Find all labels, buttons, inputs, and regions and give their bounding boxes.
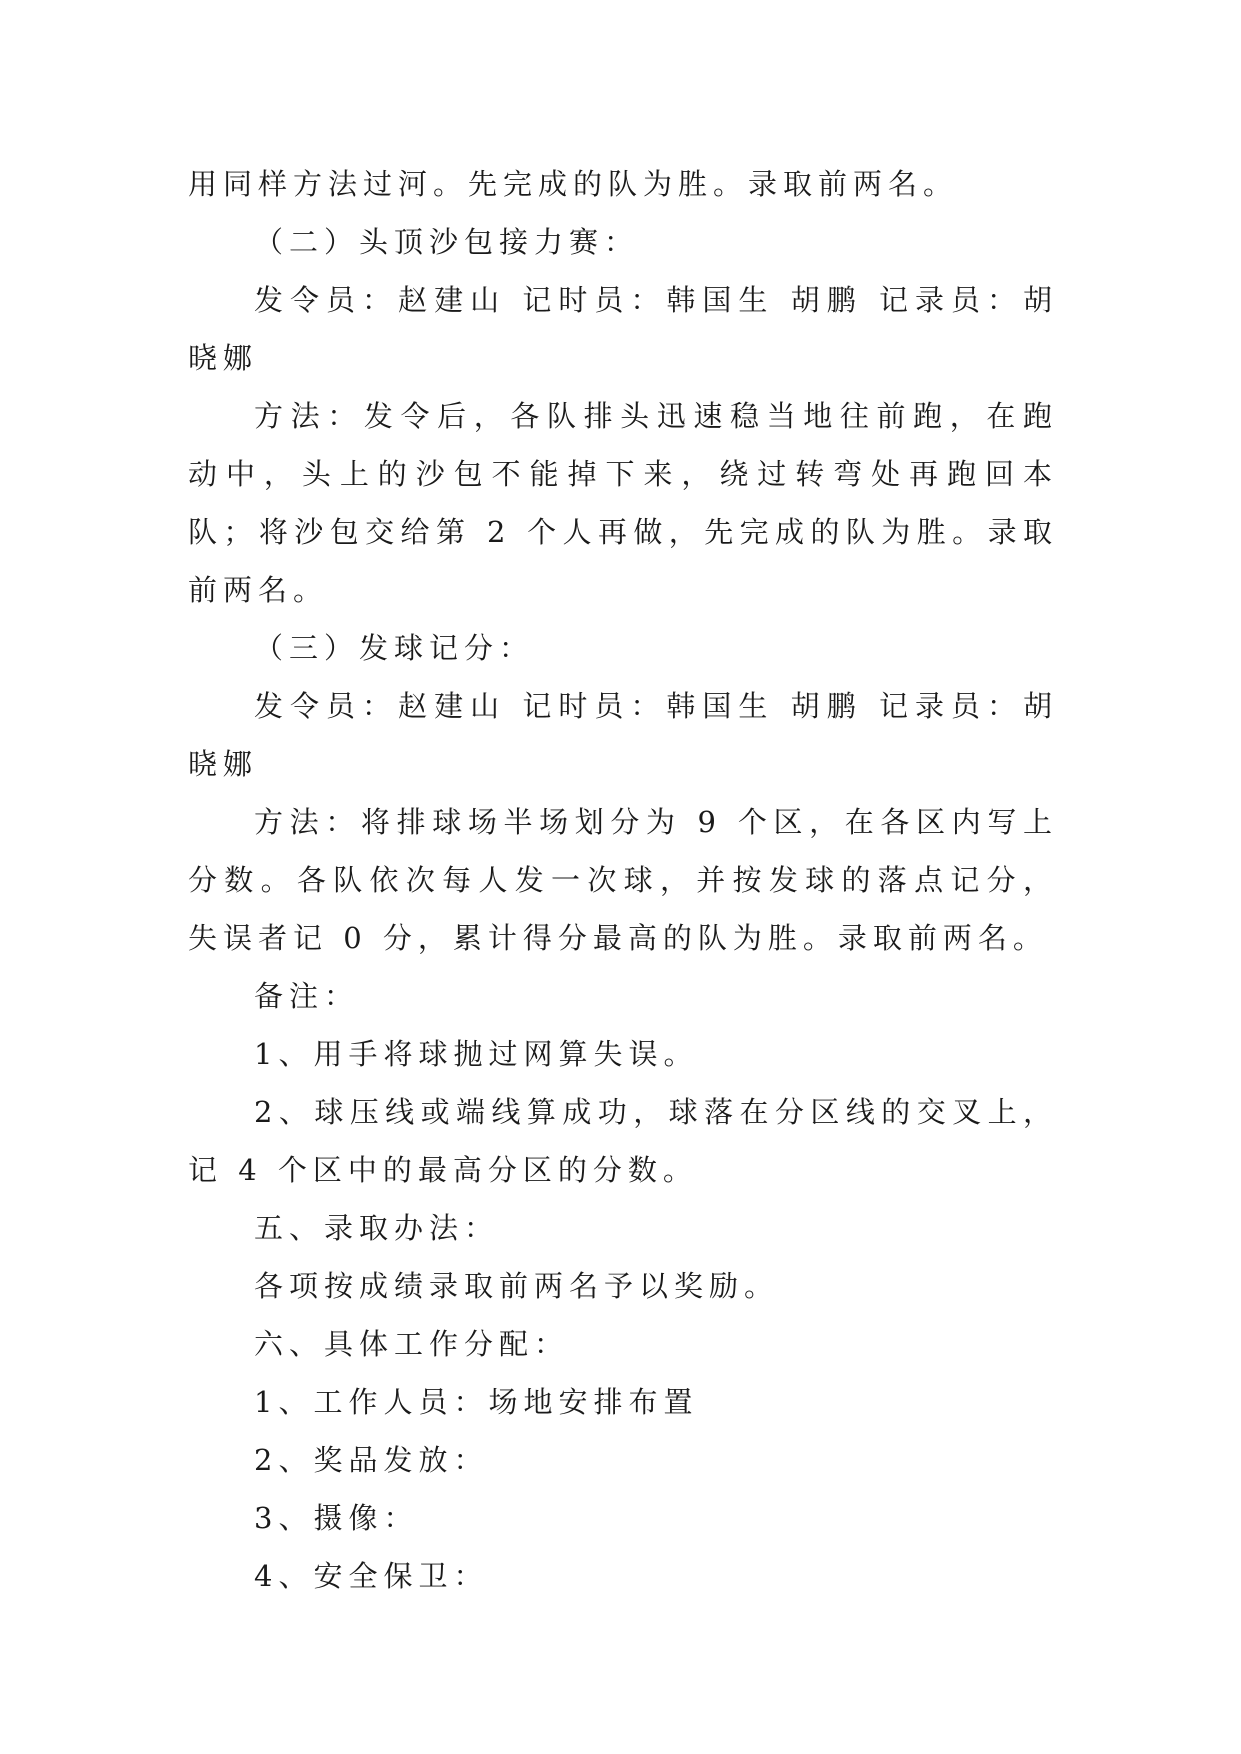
admission-paragraph: 各项按成绩录取前两名予以奖励。 xyxy=(254,1269,780,1303)
section-heading-assignment: 六、具体工作分配： xyxy=(254,1327,570,1361)
assignment-item-2: 2、奖品发放： xyxy=(254,1443,489,1477)
note-item-2: 2、球压线或端线算成功，球落在分区线的交叉上，记 4 个区中的最高分区的分数。 xyxy=(188,1095,1058,1187)
note-item-1: 1、用手将球抛过网算失误。 xyxy=(254,1037,699,1071)
assignment-item-4: 4、安全保卫： xyxy=(254,1559,489,1593)
document-body xyxy=(188,155,1058,1605)
method-paragraph-serve: 方法：将排球场半场划分为 9 个区，在各区内写上分数。各队依次每人发一次球，并按发球的落点记分，失误者记 0 分，累计得分最高的队为胜。录取前两名。 xyxy=(188,805,1058,955)
staff-line-relay: 发令员：赵建山 记时员：韩国生 胡鹏 记录员：胡晓娜 xyxy=(188,283,1058,375)
assignment-item-3: 3、摄像： xyxy=(254,1501,419,1535)
staff-line-serve: 发令员：赵建山 记时员：韩国生 胡鹏 记录员：胡晓娜 xyxy=(188,689,1058,781)
section-heading-relay: （二）头顶沙包接力赛： xyxy=(254,225,640,259)
assignment-item-1: 1、工作人员：场地安排布置 xyxy=(254,1385,699,1419)
section-heading-serve: （三）发球记分： xyxy=(254,631,535,665)
section-heading-admission: 五、录取办法： xyxy=(254,1211,500,1245)
notes-heading: 备注： xyxy=(254,979,360,1013)
paragraph-continuation: 用同样方法过河。先完成的队为胜。录取前两名。 xyxy=(188,167,959,201)
method-paragraph-relay: 方法：发令后，各队排头迅速稳当地往前跑，在跑动中，头上的沙包不能掉下来，绕过转弯处再跑回本队；将沙包交给第 2 个人再做，先完成的队为胜。录取前两名。 xyxy=(188,399,1058,607)
